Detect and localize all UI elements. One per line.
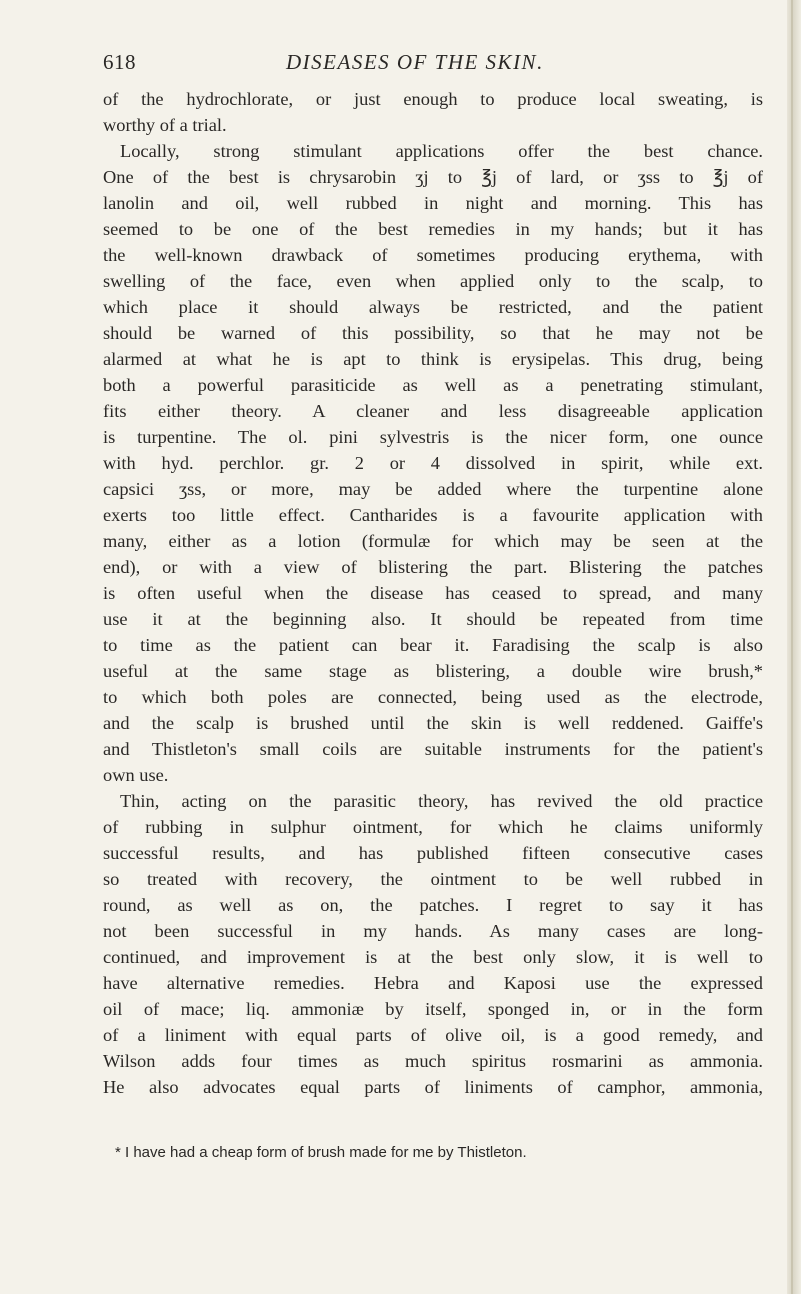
text-line: He also advocates equal parts of liniments of camphor, ammonia, [103, 1077, 763, 1097]
text-line: of rubbing in sulphur ointment, for which he claims uniformly [103, 817, 763, 837]
page-edge [787, 0, 801, 1294]
text-line: Thin, acting on the parasitic theory, has revived the old practice [120, 791, 763, 811]
text-line: is often useful when the disease has ceased to spread, and many [103, 583, 763, 603]
text-line: successful results, and has published fifteen consecutive cases [103, 843, 763, 863]
text-line: should be warned of this possibility, so that he may not be [103, 323, 763, 343]
text-line: seemed to be one of the best remedies in my hands; but it has [103, 219, 763, 239]
text-line: oil of mace; liq. ammoniæ by itself, sponged in, or in the form [103, 999, 763, 1019]
text-line: worthy of a trial. [103, 115, 227, 135]
text-line: lanolin and oil, well rubbed in night and morning. This has [103, 193, 763, 213]
page-number: 618 [103, 50, 136, 74]
text-line: fits either theory. A cleaner and less disagreeable application [103, 401, 763, 421]
text-line: Wilson adds four times as much spiritus rosmarini as ammonia. [103, 1051, 763, 1071]
text-line: end), or with a view of blistering the part. Blistering the patches [103, 557, 763, 577]
running-header [103, 50, 763, 82]
text-line: and the scalp is brushed until the skin is well reddened. Gaiffe's [103, 713, 763, 733]
text-line: to time as the patient can bear it. Faradising the scalp is also [103, 635, 763, 655]
text-line: both a powerful parasiticide as well as a penetrating stimulant, [103, 375, 763, 395]
text-line: continued, and improvement is at the best only slow, it is well to [103, 947, 763, 967]
text-line: and Thistleton's small coils are suitable instruments for the patient's [103, 739, 763, 759]
text-line: have alternative remedies. Hebra and Kaposi use the expressed [103, 973, 763, 993]
text-line: useful at the same stage as blistering, a double wire brush,* [103, 661, 763, 681]
text-line: many, either as a lotion (formulæ for which may be seen at the [103, 531, 763, 551]
footnote: * I have had a cheap form of brush made for me by Thistleton. [115, 1144, 527, 1161]
body-text [103, 86, 763, 1100]
text-line: of the hydrochlorate, or just enough to produce local sweating, is [103, 89, 763, 109]
text-line: is turpentine. The ol. pini sylvestris is the nicer form, one ounce [103, 427, 763, 447]
text-line: with hyd. perchlor. gr. 2 or 4 dissolved in spirit, while ext. [103, 453, 763, 473]
text-line: capsici ʒss, or more, may be added where the turpentine alone [103, 479, 763, 499]
text-line: exerts too little effect. Cantharides is a favourite application with [103, 505, 763, 525]
text-line: not been successful in my hands. As many cases are long- [103, 921, 763, 941]
text-line: alarmed at what he is apt to think is erysipelas. This drug, being [103, 349, 763, 369]
page-edge-shadow [791, 0, 793, 1294]
text-line: use it at the beginning also. It should be repeated from time [103, 609, 763, 629]
running-title: DISEASES OF THE SKIN. [286, 50, 544, 74]
text-line: so treated with recovery, the ointment to be well rubbed in [103, 869, 763, 889]
text-line: swelling of the face, even when applied only to the scalp, to [103, 271, 763, 291]
text-line: round, as well as on, the patches. I regret to say it has [103, 895, 763, 915]
text-line: to which both poles are connected, being used as the electrode, [103, 687, 763, 707]
text-line: which place it should always be restricted, and the patient [103, 297, 763, 317]
text-line: One of the best is chrysarobin ʒj to ℥j of lard, or ʒss to ℥j of [103, 167, 763, 187]
text-line: Locally, strong stimulant applications offer the best chance. [120, 141, 763, 161]
text-line: the well-known drawback of sometimes producing erythema, with [103, 245, 763, 265]
text-line: own use. [103, 765, 169, 785]
text-line: of a liniment with equal parts of olive oil, is a good remedy, and [103, 1025, 763, 1045]
